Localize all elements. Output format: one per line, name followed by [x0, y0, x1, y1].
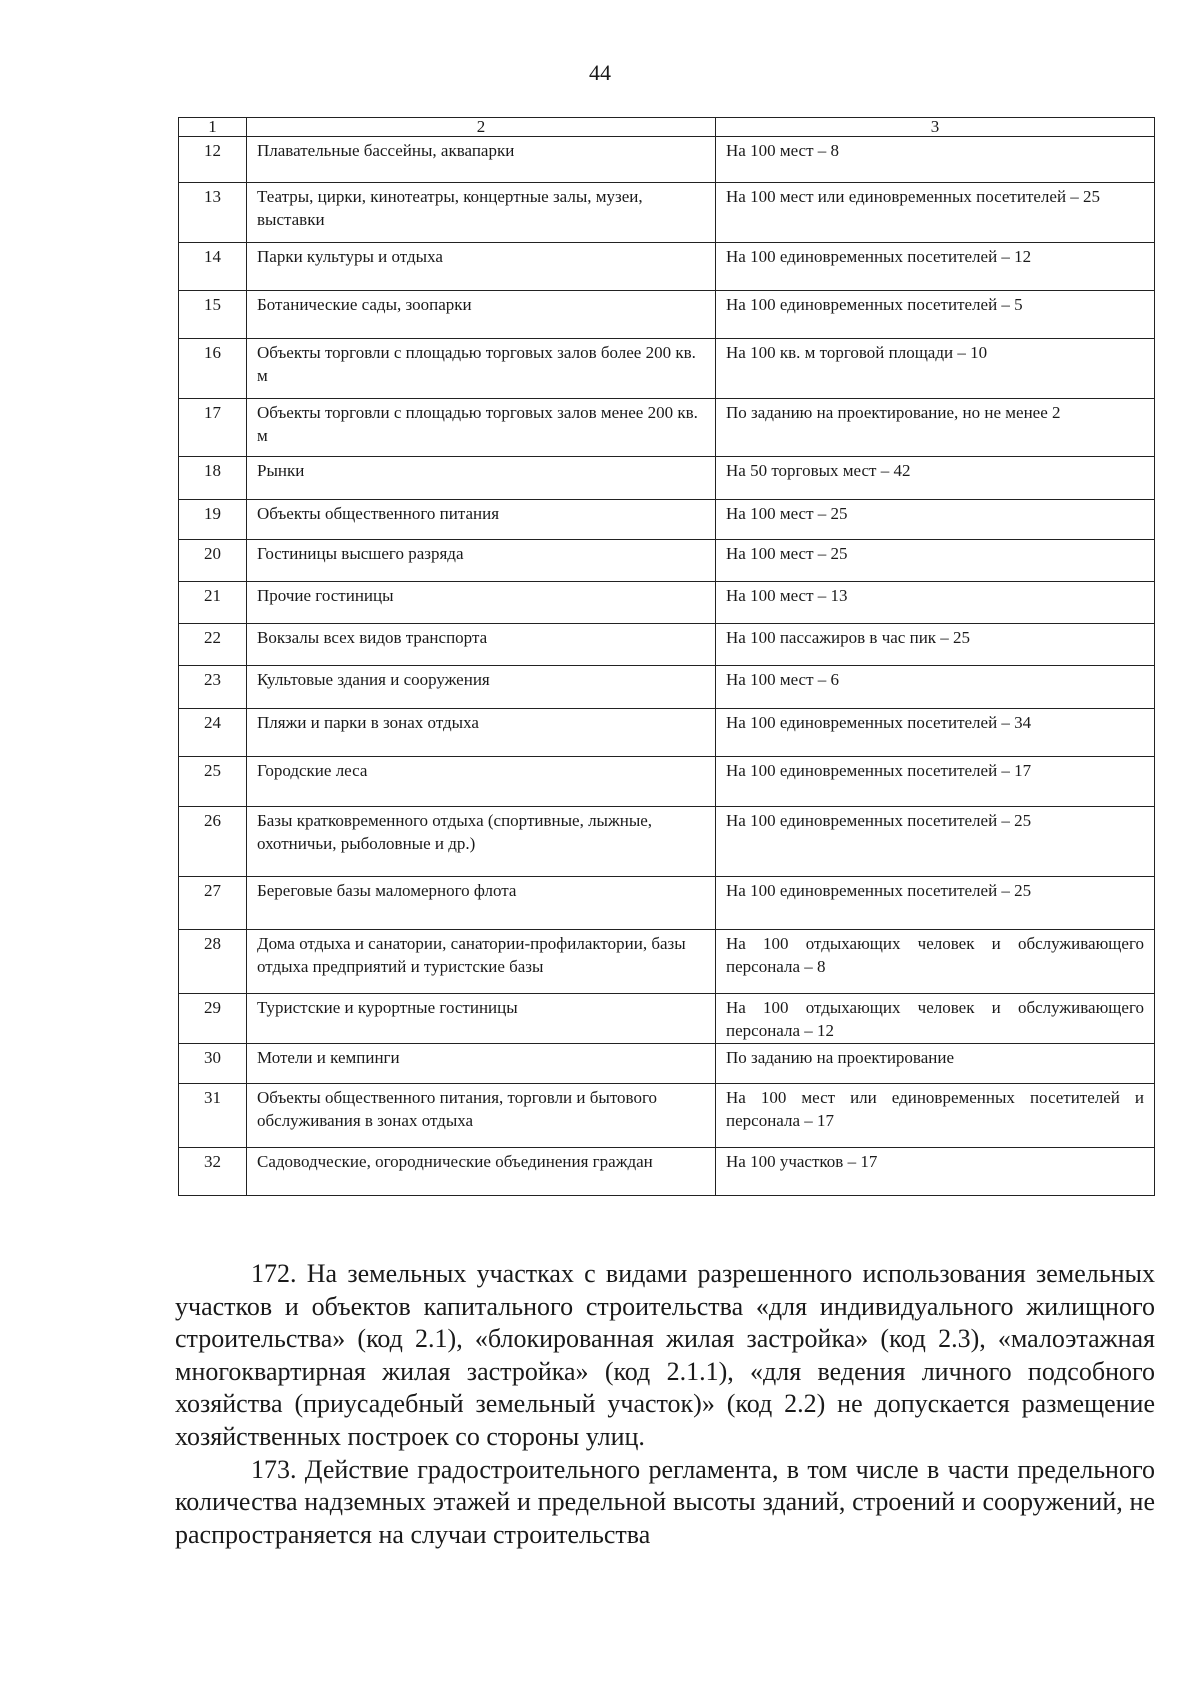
- parking-norm: На 100 мест – 8: [716, 137, 1155, 183]
- parking-norm: На 100 мест или единовременных посетителей и персонала – 17: [716, 1084, 1155, 1148]
- table-row: [179, 582, 1155, 624]
- parking-norm: На 100 мест – 6: [716, 666, 1155, 709]
- parking-norm: На 100 мест – 25: [716, 500, 1155, 540]
- parking-norm: На 50 торговых мест – 42: [716, 457, 1155, 500]
- row-number: 16: [179, 339, 247, 399]
- row-number: 15: [179, 291, 247, 339]
- table-row: [179, 666, 1155, 709]
- paragraph-173: 173. Действие градостроительного регламента, в том числе в части предельного количества надземных этажей и предельной высоты зданий, строений и сооружений, не распространяется на случаи строительства: [175, 1454, 1155, 1549]
- object-type: Пляжи и парки в зонах отдыха: [247, 709, 716, 757]
- row-number: 14: [179, 243, 247, 291]
- page-number: 44: [589, 60, 611, 85]
- header-cell: 1: [179, 118, 247, 137]
- row-number: 32: [179, 1148, 247, 1196]
- object-type: Прочие гостиницы: [247, 582, 716, 624]
- table-row: [179, 243, 1155, 291]
- object-type: Объекты общественного питания, торговли и бытового обслуживания в зонах отдыха: [247, 1084, 716, 1148]
- table-row: [179, 399, 1155, 457]
- row-number: 30: [179, 1044, 247, 1084]
- header-cell: 3: [716, 118, 1155, 137]
- parking-norm: По заданию на проектирование: [716, 1044, 1155, 1084]
- table-row: [179, 757, 1155, 807]
- parking-norm: По заданию на проектирование, но не менее 2: [716, 399, 1155, 457]
- table-row: [179, 624, 1155, 666]
- row-number: 17: [179, 399, 247, 457]
- object-type: Гостиницы высшего разряда: [247, 540, 716, 582]
- table-row: [179, 930, 1155, 994]
- table-row: [179, 291, 1155, 339]
- row-number: 22: [179, 624, 247, 666]
- parking-norm: На 100 участков – 17: [716, 1148, 1155, 1196]
- object-type: Береговые базы маломерного флота: [247, 877, 716, 930]
- table-row: [179, 994, 1155, 1044]
- parking-norm: На 100 мест или единовременных посетителей – 25: [716, 183, 1155, 243]
- object-type: Дома отдыха и санатории, санатории-профилактории, базы отдыха предприятий и туристские базы: [247, 930, 716, 994]
- parking-norm: На 100 мест – 13: [716, 582, 1155, 624]
- table-row: [179, 183, 1155, 243]
- object-type: Мотели и кемпинги: [247, 1044, 716, 1084]
- table-row: [179, 137, 1155, 183]
- table-row: [179, 339, 1155, 399]
- body-text: [175, 1258, 1155, 1551]
- row-number: 27: [179, 877, 247, 930]
- table-row: [179, 500, 1155, 540]
- parking-norm: На 100 единовременных посетителей – 25: [716, 807, 1155, 877]
- table-header-row: [179, 118, 1155, 137]
- parking-norm: На 100 пассажиров в час пик – 25: [716, 624, 1155, 666]
- parking-norm: На 100 единовременных посетителей – 25: [716, 877, 1155, 930]
- object-type: Туристские и курортные гостиницы: [247, 994, 716, 1044]
- parking-norm: На 100 мест – 25: [716, 540, 1155, 582]
- object-type: Садоводческие, огороднические объединения граждан: [247, 1148, 716, 1196]
- row-number: 13: [179, 183, 247, 243]
- object-type: Плавательные бассейны, аквапарки: [247, 137, 716, 183]
- parking-norm: На 100 кв. м торговой площади – 10: [716, 339, 1155, 399]
- table-row: [179, 877, 1155, 930]
- table-row: [179, 1084, 1155, 1148]
- table-row: [179, 1148, 1155, 1196]
- row-number: 19: [179, 500, 247, 540]
- parking-norm: На 100 отдыхающих человек и обслуживающего персонала – 12: [716, 994, 1155, 1044]
- object-type: Вокзалы всех видов транспорта: [247, 624, 716, 666]
- norms-table: [178, 117, 1155, 1196]
- table-row: [179, 709, 1155, 757]
- table-row: [179, 807, 1155, 877]
- parking-norm: На 100 единовременных посетителей – 5: [716, 291, 1155, 339]
- object-type: Объекты общественного питания: [247, 500, 716, 540]
- object-type: Базы кратковременного отдыха (спортивные, лыжные, охотничьи, рыболовные и др.): [247, 807, 716, 877]
- row-number: 31: [179, 1084, 247, 1148]
- table-row: [179, 1044, 1155, 1084]
- object-type: Объекты торговли с площадью торговых залов менее 200 кв. м: [247, 399, 716, 457]
- row-number: 20: [179, 540, 247, 582]
- object-type: Парки культуры и отдыха: [247, 243, 716, 291]
- parking-norm: На 100 отдыхающих человек и обслуживающего персонала – 8: [716, 930, 1155, 994]
- row-number: 21: [179, 582, 247, 624]
- object-type: Культовые здания и сооружения: [247, 666, 716, 709]
- parking-norm: На 100 единовременных посетителей – 34: [716, 709, 1155, 757]
- object-type: Рынки: [247, 457, 716, 500]
- row-number: 26: [179, 807, 247, 877]
- header-cell: 2: [247, 118, 716, 137]
- table-row: [179, 540, 1155, 582]
- paragraph-172: 172. На земельных участках с видами разрешенного использования земельных участков и объектов капитального строительства «для индивидуального жилищного строительства» (код 2.1), «блокированная жилая застройка» (код 2.3), «малоэтажная многоквартирная жилая застройка» (код 2.1.1), «для ведения личного подсобного хозяйства (приусадебный земельный участок)» (код 2.2) не допускается размещение хозяйственных построек со стороны улиц.: [175, 1259, 1155, 1451]
- row-number: 12: [179, 137, 247, 183]
- object-type: Театры, цирки, кинотеатры, концертные залы, музеи, выставки: [247, 183, 716, 243]
- row-number: 28: [179, 930, 247, 994]
- row-number: 24: [179, 709, 247, 757]
- object-type: Городские леса: [247, 757, 716, 807]
- parking-norm: На 100 единовременных посетителей – 12: [716, 243, 1155, 291]
- row-number: 25: [179, 757, 247, 807]
- row-number: 18: [179, 457, 247, 500]
- row-number: 23: [179, 666, 247, 709]
- object-type: Ботанические сады, зоопарки: [247, 291, 716, 339]
- row-number: 29: [179, 994, 247, 1044]
- table-row: [179, 457, 1155, 500]
- parking-norm: На 100 единовременных посетителей – 17: [716, 757, 1155, 807]
- object-type: Объекты торговли с площадью торговых залов более 200 кв. м: [247, 339, 716, 399]
